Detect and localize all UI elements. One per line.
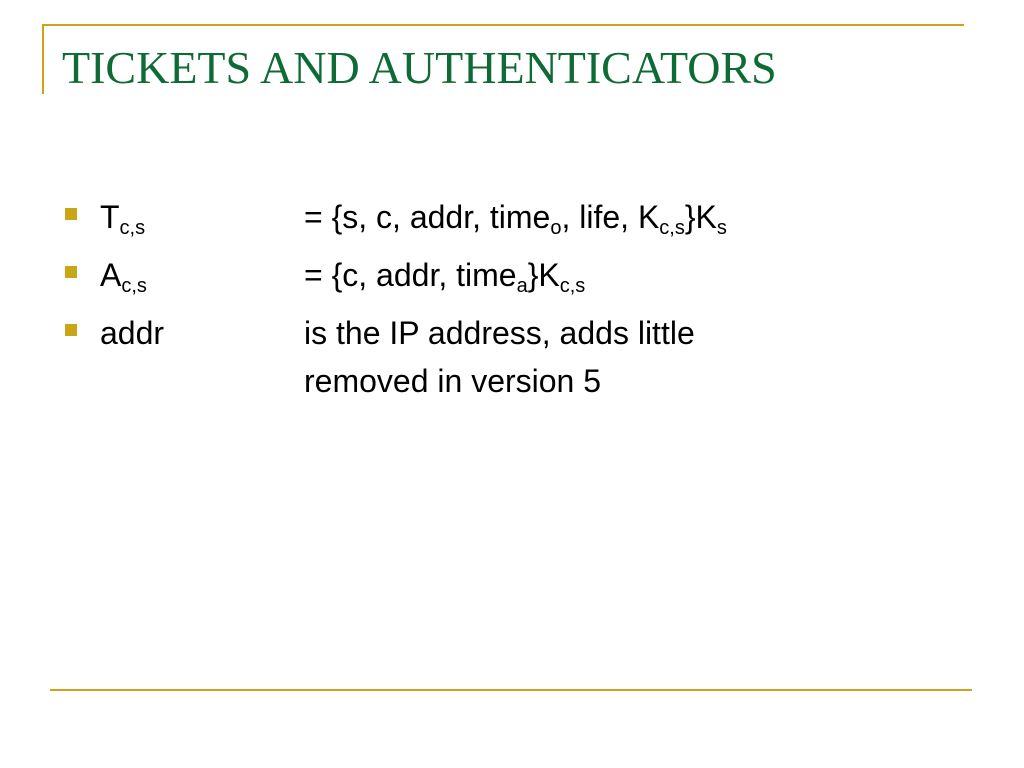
bullet-definition bbox=[304, 246, 982, 304]
definition-text: = {c, addr, time bbox=[304, 257, 517, 293]
bullet-authenticator bbox=[62, 246, 982, 304]
top-rule bbox=[42, 24, 964, 26]
definition-subscript: o bbox=[550, 217, 562, 239]
bullet-definition bbox=[304, 304, 982, 410]
square-bullet-icon bbox=[65, 208, 77, 220]
bullet-list bbox=[62, 188, 982, 410]
term-base: A bbox=[100, 257, 122, 293]
slide-title: TICKETS AND AUTHENTICATORS bbox=[62, 42, 777, 93]
definition-line: removed in version 5 bbox=[304, 363, 602, 399]
bottom-rule bbox=[50, 689, 972, 691]
term-base: T bbox=[100, 199, 120, 235]
square-bullet-icon bbox=[65, 324, 77, 336]
bullet-term bbox=[100, 246, 147, 304]
bullet-term bbox=[100, 188, 145, 246]
bullet-term: addr bbox=[100, 315, 165, 351]
term-subscript: c,s bbox=[121, 275, 147, 297]
definition-text: }K bbox=[527, 257, 560, 293]
definition-text: = {s, c, addr, time bbox=[304, 199, 551, 235]
definition-text: , life, K bbox=[561, 199, 660, 235]
definition-subscript: a bbox=[516, 275, 528, 297]
bullet-definition bbox=[304, 188, 982, 246]
definition-subscript: c,s bbox=[559, 275, 586, 297]
bullet-ticket bbox=[62, 188, 982, 246]
left-rule bbox=[42, 24, 44, 94]
square-bullet-icon bbox=[65, 266, 77, 278]
definition-line: is the IP address, adds little bbox=[304, 315, 695, 351]
definition-subscript: c,s bbox=[659, 217, 685, 239]
bullet-addr bbox=[62, 304, 982, 410]
definition-text: }K bbox=[684, 199, 717, 235]
definition-subscript: s bbox=[716, 217, 727, 239]
term-subscript: c,s bbox=[119, 217, 146, 239]
